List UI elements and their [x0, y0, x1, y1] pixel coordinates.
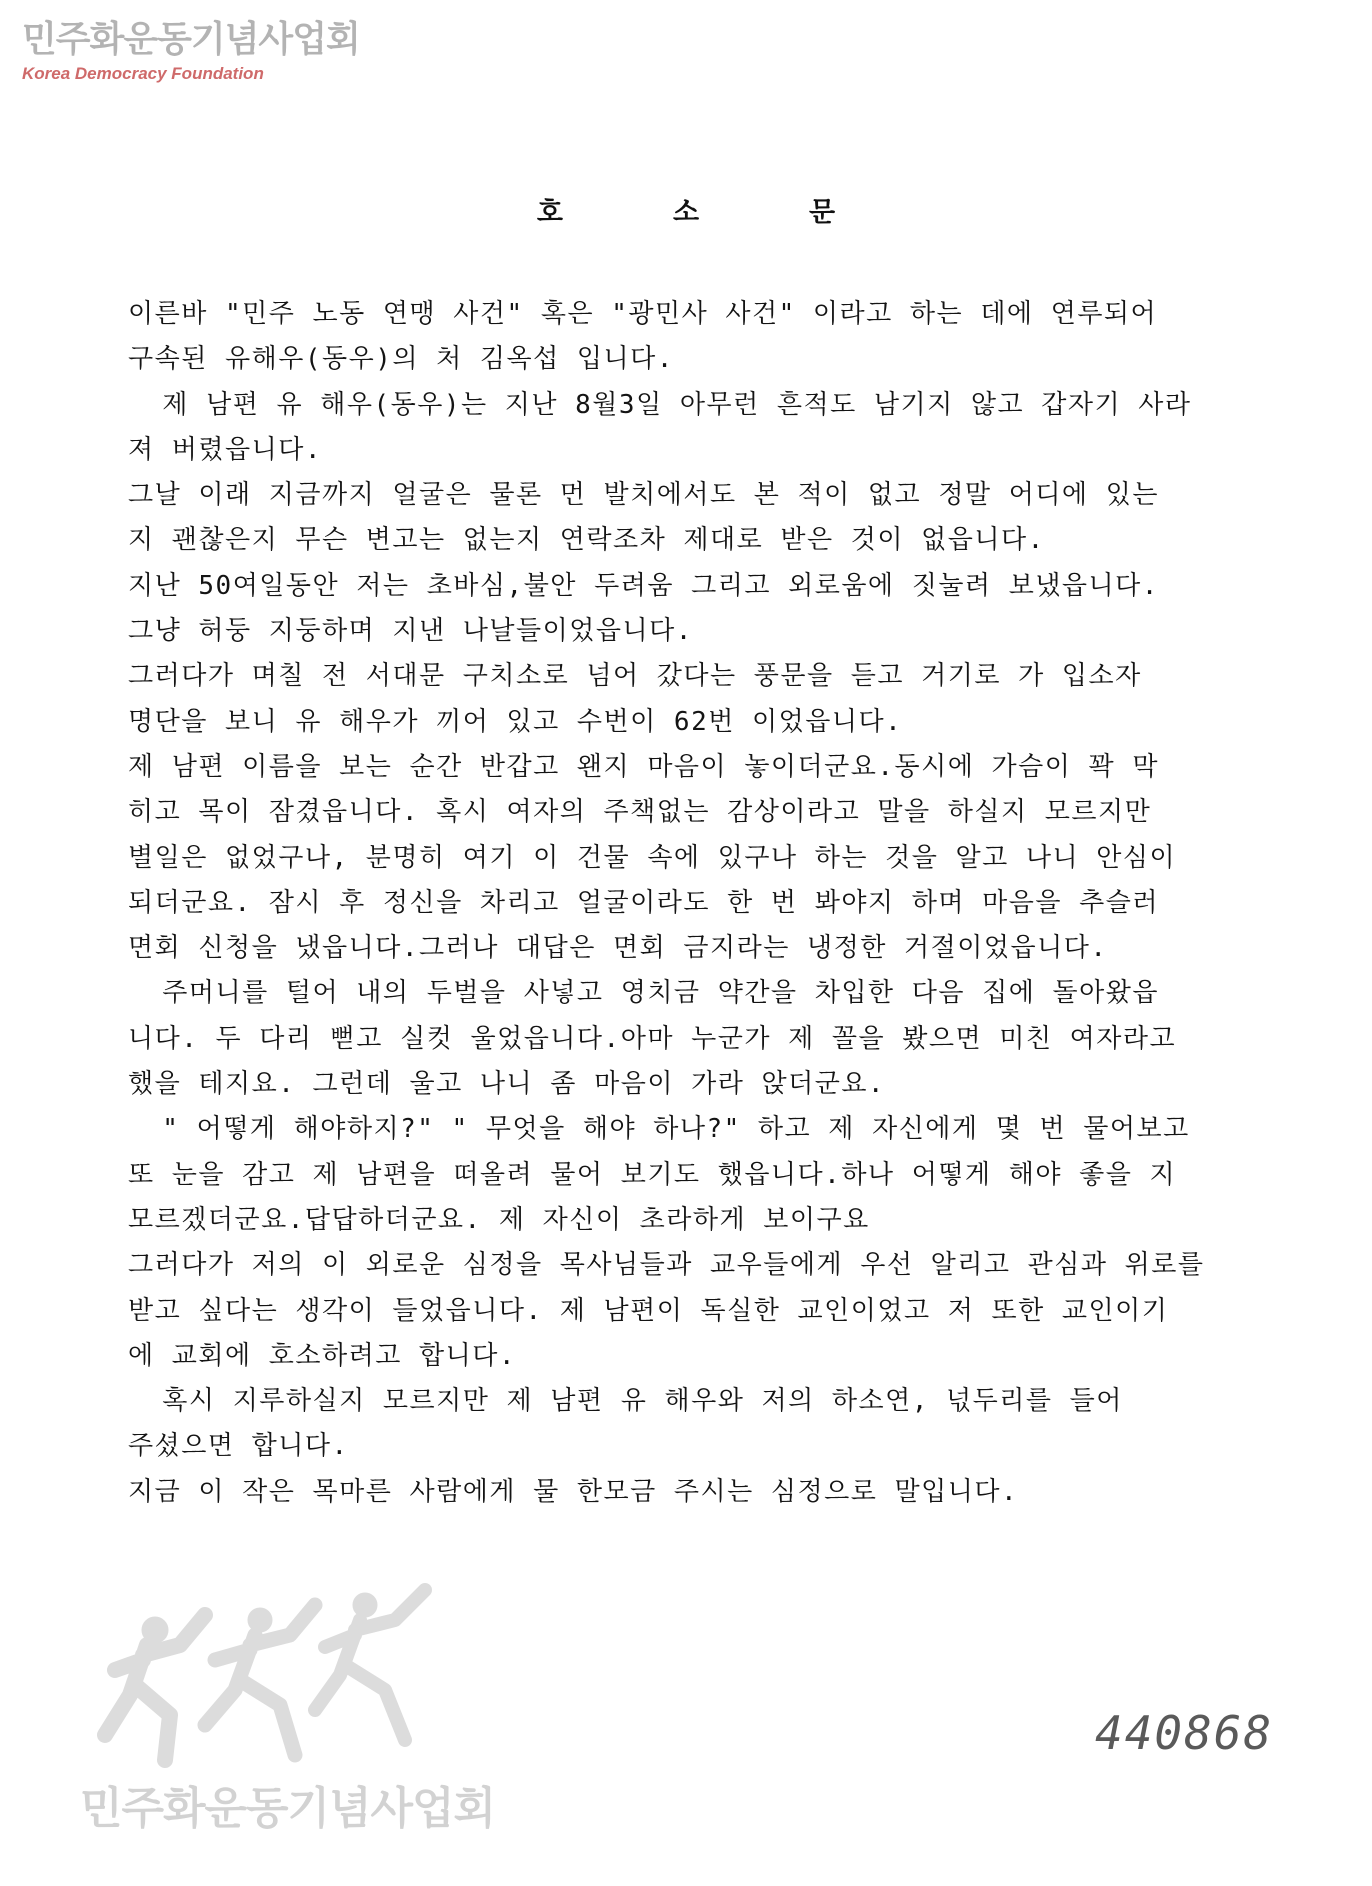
- text-line: 니다. 두 다리 뻗고 실컷 울었읍니다.아마 누군가 제 꼴을 봤으면 미친 여자라고: [128, 1023, 1177, 1054]
- footer-logo-text: 민주화운동기념사업회: [80, 1783, 496, 1834]
- text-line: 구속된 유해우(동우)의 처 김옥섭 입니다.: [128, 344, 674, 375]
- archive-number: 440868: [1095, 1706, 1274, 1760]
- text-line: 모르겠더군요.답답하더군요. 제 자신이 초라하게 보이구요: [128, 1204, 870, 1235]
- text-line: 별일은 없었구나, 분명히 여기 이 건물 속에 있구나 하는 것을 알고 나니 안심이: [128, 842, 1177, 873]
- text-line: 명단을 보니 유 해우가 끼어 있고 수번이 62번 이었읍니다.: [128, 706, 903, 737]
- runners-watermark-icon: [85, 1575, 445, 1775]
- text-line: 그러다가 며칠 전 서대문 구치소로 넘어 갔다는 풍문을 듣고 거기로 가 입소자: [128, 661, 1142, 692]
- text-line: 그러다가 저의 이 외로운 심정을 목사님들과 교우들에게 우선 알리고 관심과 위로를: [128, 1250, 1205, 1281]
- text-line: 히고 목이 잠겼읍니다. 혹시 여자의 주책없는 감상이라고 말을 하실지 모르지만: [128, 797, 1152, 828]
- text-line: 그냥 허둥 지둥하며 지낸 나날들이었읍니다.: [128, 616, 693, 647]
- text-line: 또 눈을 감고 제 남편을 떠올려 물어 보기도 했읍니다.하나 어떻게 해야 좋을 지: [128, 1159, 1177, 1190]
- text-line: 지금 이 작은 목마른 사람에게 물 한모금 주시는 심정으로 말입니다.: [128, 1476, 1019, 1507]
- text-line: 그날 이래 지금까지 얼굴은 물론 먼 발치에서도 본 적이 없고 정말 어디에 있는: [128, 480, 1159, 511]
- text-line: 제 남편 유 해우(동우)는 지난 8월3일 아무런 흔적도 남기지 않고 갑자기 사라: [128, 389, 1192, 420]
- text-line: 했을 테지요. 그런데 울고 나니 좀 마음이 가라 앉더군요.: [128, 1069, 886, 1100]
- text-line: 되더군요. 잠시 후 정신을 차리고 얼굴이라도 한 번 봐야지 하며 마음을 추슬러: [128, 887, 1159, 918]
- logo-korean-text: 민주화운동기념사업회: [22, 19, 360, 60]
- document-title: 호소문: [536, 197, 946, 228]
- logo-english-text: Korea Democracy Foundation: [22, 64, 264, 83]
- text-line: 주머니를 털어 내의 두벌을 사넣고 영치금 약간을 차입한 다음 집에 돌아왔읍: [128, 978, 1159, 1009]
- text-line: 이른바 "민주 노동 연맹 사건" 혹은 "광민사 사건" 이라고 하는 데에 연루되어: [128, 299, 1158, 329]
- text-line: 면회 신청을 냈읍니다.그러나 대답은 면회 금지라는 냉정한 거절이었읍니다.: [128, 933, 1108, 964]
- text-line: 받고 싶다는 생각이 들었읍니다. 제 남편이 독실한 교인이었고 저 또한 교인이기: [128, 1295, 1169, 1326]
- text-line: 주셨으면 합니다.: [128, 1431, 349, 1462]
- text-line: 져 버렸읍니다.: [128, 434, 323, 465]
- text-line: 에 교회에 호소하려고 합니다.: [128, 1340, 517, 1371]
- text-line: 지난 50여일동안 저는 초바심,불안 두려움 그리고 외로움에 짓눌려 보냈읍니다.: [128, 570, 1159, 601]
- text-line: 지 괜찮은지 무슨 변고는 없는지 연락조차 제대로 받은 것이 없읍니다.: [128, 525, 1045, 556]
- text-line: 혹시 지루하실지 모르지만 제 남편 유 해우와 저의 하소연, 넋두리를 들어: [128, 1386, 1123, 1417]
- document-body: [128, 292, 1328, 1515]
- header-logo: [22, 19, 360, 84]
- text-line: " 어떻게 해야하지?" " 무엇을 해야 하나?" 하고 제 자신에게 몇 번 물어보고: [128, 1114, 1190, 1145]
- text-line: 제 남편 이름을 보는 순간 반갑고 왠지 마음이 놓이더군요.동시에 가슴이 꽉 막: [128, 751, 1159, 782]
